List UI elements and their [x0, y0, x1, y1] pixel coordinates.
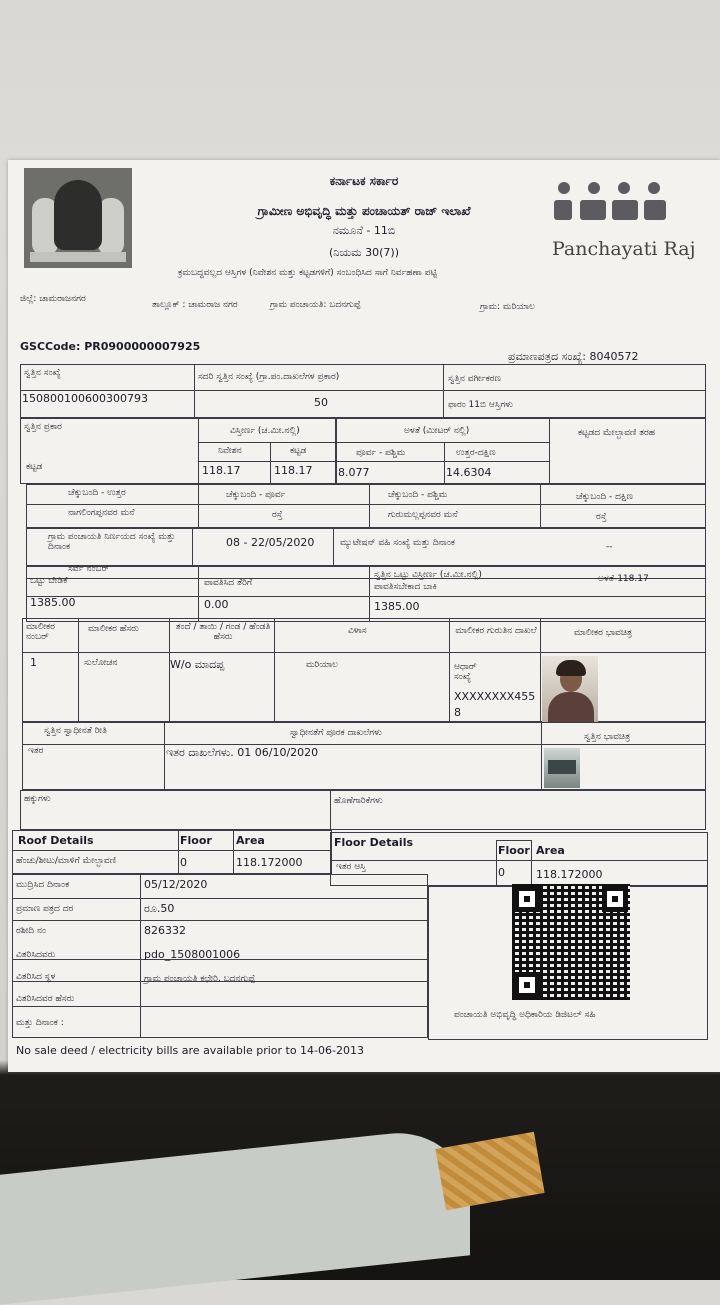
- taluk: ತಾಲ್ಲೂಕ್ : ಚಾಮರಾಜ ನಗರ: [152, 300, 238, 310]
- acquisition-mode-label: ಸ್ವತ್ತಿನ ಸ್ವಾಧೀನತೆ ರೀತಿ: [44, 726, 107, 736]
- property-type-label: ಸ್ವತ್ತಿನ ಪ್ರಕಾರ: [24, 422, 62, 432]
- east-west: 8.077: [338, 466, 370, 479]
- rights-label: ಹಕ್ಕುಗಳು: [24, 794, 51, 804]
- boundary-south-label: ಚೆಕ್ಕುಬಂದಿ - ದಕ್ಷಿಣ: [576, 492, 633, 502]
- gram-panchayat: ಗ್ರಾಮ ಪಂಚಾಯತಿ: ಬದನಗುಪ್ಪೆ: [270, 300, 361, 310]
- building-area: 118.17: [274, 464, 313, 477]
- roof-type-label: ಕಟ್ಟಡದ ಮೇಲ್ಛಾವಣಿ ತರಹ: [578, 428, 655, 438]
- survey-no-label: ಸರ್ವೆ ನಂಬರ್: [68, 564, 110, 574]
- classification-label: ಸ್ವತ್ತಿನ ವರ್ಗೀಕರಣ: [448, 374, 501, 384]
- gsc-code: GSCCode: PR0900000007925: [20, 340, 201, 353]
- issued-by: pdo_1508001006: [144, 948, 241, 961]
- receipt-no-label: ರಶೀದಿ ನಂ: [16, 926, 46, 936]
- roof-details-title: Roof Details: [18, 834, 94, 847]
- liabilities-label: ಹೊಣೆಗಾರಿಕೆಗಳು: [334, 796, 383, 806]
- form-subtitle: ಕ್ರಮಬದ್ಧವಲ್ಲದ ಆಸ್ತಿಗಳ (ನಿವೇಶನ ಮತ್ತು ಕಟ್ಟಡಗಳಿಗೆ) ಸಂಬಂಧಿಸಿದ ಸಾಗೆ ನಿರ್ವಹಣಾ ಪಟ್ಟಿ: [178, 268, 437, 278]
- acquisition-docs-label: ಸ್ವಾಧೀನತೆಗೆ ಪೂರಕ ದಾಖಲೆಗಳು: [290, 728, 382, 738]
- due-amount: 1385.00: [374, 600, 420, 613]
- total-demand-label: ಒಟ್ಟು ಬೇಡಿಕೆ: [30, 576, 68, 586]
- east-west-label: ಪೂರ್ವ - ಪಶ್ಚಿಮ: [356, 448, 406, 458]
- mutation-value: --: [606, 542, 613, 552]
- digital-signature-label: ಪಂಚಾಯತಿ ಅಭಿವೃದ್ಧಿ ಅಧಿಕಾರಿಯ ಡಿಜಿಟಲ್ ಸಹಿ: [454, 1010, 596, 1020]
- certificate-number: ಪ್ರಮಾಣಪತ್ರದ ಸಂಖ್ಯೆ: 8040572: [508, 350, 639, 363]
- owner-parent: W/o ಮಾದಪ್ಪ: [170, 658, 225, 671]
- form-11b-sheet: [8, 160, 720, 1072]
- total-demand: 1385.00: [30, 596, 76, 609]
- total-area-label: ಸ್ವತ್ತಿನ ಒಟ್ಟು ವಿಸ್ತೀರ್ಣ (ಚ.ಮೀ.ನಲ್ಲಿ): [374, 570, 482, 580]
- print-date-label: ಮುದ್ರಿಸಿದ ದಿನಾಂಕ: [16, 880, 70, 890]
- floor-floor-header: Floor: [498, 844, 530, 857]
- boundary-south: ರಸ್ತೆ: [596, 512, 607, 522]
- resolution-value: 08 - 22/05/2020: [226, 536, 315, 549]
- form-name: ನಮೂನೆ - 11ಬಿ: [332, 224, 396, 237]
- owner-name: ಸುಲೋಚನ: [84, 658, 118, 668]
- mutation-label: ಮ್ಯುಟೇಷನ್ ವಹಿ ಸಂಖ್ಯೆ ಮತ್ತು ದಿನಾಂಕ: [340, 538, 455, 548]
- rule-text: (ನಿಯಮ 30(7)): [328, 246, 400, 259]
- dimension-label: ಅಳತೆ (ಮೀಟರ್ ನಲ್ಲಿ): [404, 426, 470, 436]
- north-south: 14.6304: [446, 466, 492, 479]
- floor-area-header: Area: [536, 844, 565, 857]
- district: ಜಿಲ್ಲೆ: ಚಾಮರಾಜನಗರ: [20, 294, 86, 304]
- owner-no-label: ಮಾಲೀಕರ ನಂಬರ್: [26, 622, 55, 642]
- property-no-label: ಸ್ವತ್ತಿನ ಸಂಖ್ಯೆ: [24, 368, 61, 378]
- dept-title: ಗ್ರಾಮೀಣ ಅಭಿವೃದ್ಧಿ ಮತ್ತು ಪಂಚಾಯತ್ ರಾಜ್ ಇಲಾಖೆ: [257, 204, 471, 218]
- govt-title: ಕರ್ನಾಟಕ ಸರ್ಕಾರ: [329, 174, 399, 188]
- cert-fee-label: ಪ್ರಮಾಣ ಪತ್ರದ ದರ: [16, 904, 74, 914]
- issued-place-label: ವಿತರಿಸಿದ ಸ್ಥಳ: [16, 972, 56, 982]
- owner-photo: [542, 656, 598, 722]
- property-no: 150800100600300793: [22, 392, 148, 405]
- village: ಗ್ರಾಮ: ಮರಿಯಾಲ: [480, 302, 535, 312]
- site-label: ನಿವೇಶನ: [218, 446, 242, 456]
- boundary-east-label: ಚೆಕ್ಕುಬಂದಿ - ಪೂರ್ವ: [226, 490, 286, 500]
- issuer-name-label: ವಿತರಿಸಿದವರ ಹೆಸರು: [16, 994, 75, 1004]
- owner-id-type: ಆಧಾರ್ ಸಂಖ್ಯೆ: [454, 662, 477, 682]
- acquisition-mode: ಇತರ: [28, 746, 44, 756]
- footer-note: No sale deed / electricity bills are available prior to 14-06-2013: [16, 1044, 364, 1057]
- owner-photo-label: ಮಾಲೀಕರ ಭಾವಚಿತ್ರ: [574, 628, 633, 638]
- building-label: ಕಟ್ಟಡ: [290, 446, 307, 456]
- qr-code-icon: [512, 884, 630, 1000]
- panchayati-raj-logo-icon: [552, 182, 672, 232]
- total-area: ಅಳತೆ-118.17: [598, 574, 649, 584]
- boundary-north: ನಾಗಲಿಂಗಪ್ಪನವರ ಮನೆ: [68, 508, 135, 518]
- floor-type: ಇತರ ಆಸ್ತಿ: [336, 862, 366, 872]
- floor-floor: 0: [498, 866, 505, 879]
- floor-area: 118.172000: [536, 868, 603, 881]
- cert-fee: ರೂ.50: [144, 902, 175, 915]
- area-label: ವಿಸ್ತೀರ್ಣ (ಚ.ಮೀ.ನಲ್ಲಿ): [230, 426, 300, 436]
- boundary-north-label: ಚೆಕ್ಕುಬಂದಿ - ಉತ್ತರ: [68, 488, 126, 498]
- old-property-no-label: ಸದರಿ ಸ್ವತ್ತಿನ ಸಂಖ್ಯೆ (ಗ್ರಾ.ಪಂ.ದಾಖಲೆಗಳ ಪ್ರಕಾರ): [198, 372, 340, 382]
- issued-by-label: ವಿತರಿಸಿದವರು: [16, 950, 56, 960]
- site-area: 118.17: [202, 464, 241, 477]
- background-bag: [435, 1132, 544, 1210]
- resolution-label: ಗ್ರಾಮ ಪಂಚಾಯತಿ ನಿರ್ಣಯದ ಸಂಖ್ಯೆ ಮತ್ತು ದಿನಾಂಕ: [48, 532, 176, 552]
- floor-details-title: Floor Details: [334, 836, 414, 849]
- issued-place: ಗ್ರಾಮ ಪಂಚಾಯತಿ ಕಛೇರಿ, ಬದನಗುಪ್ಪೆ: [144, 974, 256, 984]
- boundary-west-label: ಚೆಕ್ಕುಬಂದಿ - ಪಶ್ಚಿಮ: [388, 490, 448, 500]
- paid-tax: 0.00: [204, 598, 229, 611]
- owner-name-label: ಮಾಲೀಕರ ಹೆಸರು: [88, 624, 139, 634]
- owner-id-label: ಮಾಲೀಕರ ಗುರುತಿನ ದಾಖಲೆ: [455, 626, 537, 636]
- property-photo: [544, 748, 580, 788]
- classification: ಫಾರಂ 11ಬಿ ಆಸ್ತಿಗಳು: [448, 400, 514, 410]
- roof-floor-header: Floor: [180, 834, 212, 847]
- old-property-no: 50: [314, 396, 328, 409]
- owner-aadhaar: XXXXXXXX455: [454, 690, 536, 703]
- owner-address-label: ವಿಳಾಸ: [348, 626, 367, 636]
- print-date: 05/12/2020: [144, 878, 208, 891]
- paid-tax-label: ಪಾವತಿಸಿದ ತೆರಿಗೆ: [204, 578, 253, 588]
- owner-address: ಮರಿಯಾಲ: [306, 660, 338, 670]
- property-photo-label: ಸ್ವತ್ತಿನ ಭಾವಚಿತ್ರ: [584, 732, 631, 742]
- due-label: ಪಾವತಿಸಬೇಕಾದ ಬಾಕಿ: [374, 582, 437, 592]
- north-south-label: ಉತ್ತರ-ದಕ್ಷಿಣ: [456, 448, 496, 458]
- boundary-west: ಗುರುಮಲ್ಲಪ್ಪನವರ ಮನೆ: [388, 510, 458, 520]
- owner-no: 1: [30, 656, 37, 669]
- owner-aadhaar-tail: 8: [454, 706, 461, 719]
- property-type: ಕಟ್ಟಡ: [26, 462, 43, 472]
- acquisition-docs: ಇತರ ದಾಖಲೆಗಳು. 01 06/10/2020: [166, 746, 319, 759]
- roof-area: 118.172000: [236, 856, 303, 869]
- receipt-no: 826332: [144, 924, 186, 937]
- owner-parent-label: ತಂದೆ / ತಾಯಿ / ಗಂಡ / ಹೆಂಡತಿ ಹೆಸರು: [175, 622, 271, 642]
- roof-area-header: Area: [236, 834, 265, 847]
- roof-type: ಹೆಂಚು/ಶೀಟು/ಮಾಳಿಗೆ ಮೇಲ್ಛಾವಣಿ: [16, 856, 117, 866]
- background-cloth: [0, 1125, 470, 1304]
- panchayati-raj-logo-text: Panchayati Raj: [552, 238, 696, 260]
- issue-date-label: ಮತ್ತು ದಿನಾಂಕ :: [16, 1018, 64, 1028]
- roof-floor: 0: [180, 856, 187, 869]
- boundary-east: ರಸ್ತೆ: [272, 510, 283, 520]
